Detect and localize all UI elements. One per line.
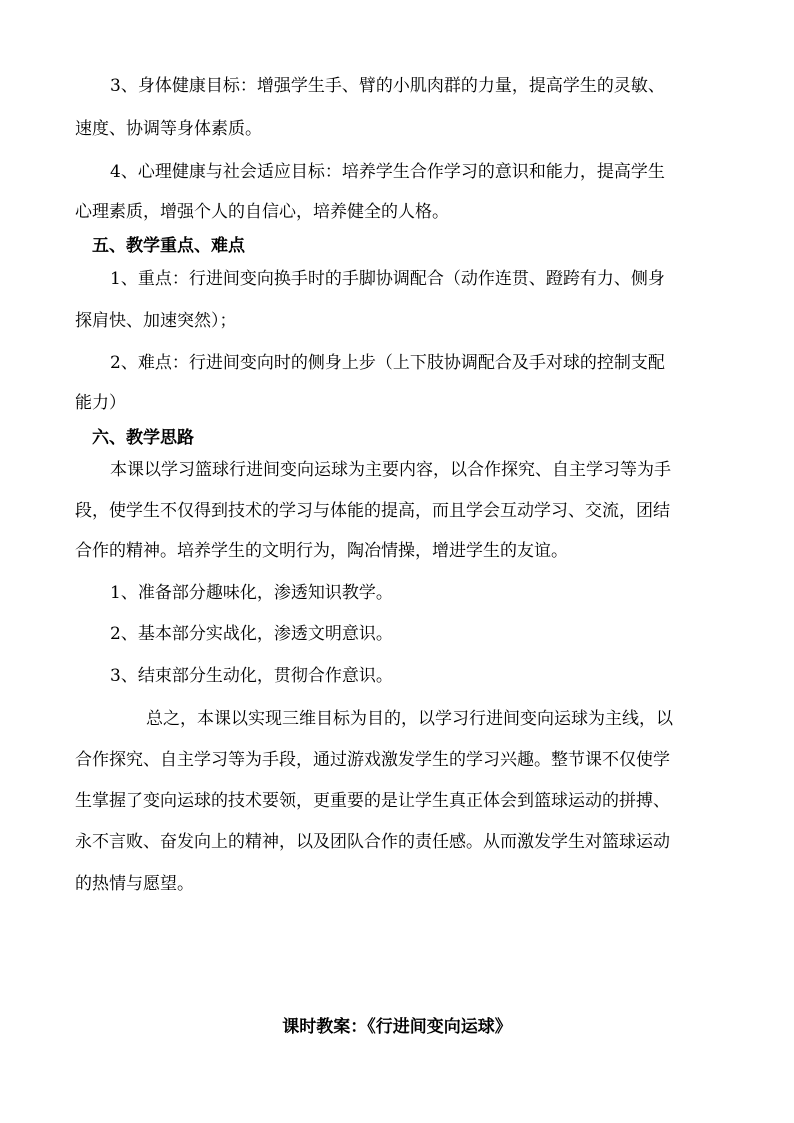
approach-item-3: 3、结束部分生动化，贯彻合作意识。	[110, 666, 393, 686]
approach-item-2: 2、基本部分实战化，渗透文明意识。	[110, 624, 393, 644]
key-point-line-2: 探肩快、加速突然）；	[75, 311, 237, 331]
summary-line-4: 永不言败、奋发向上的精神，以及团队合作的责任感。从而激发学生对篮球运动	[75, 832, 670, 852]
goal-mental-line-2: 心理素质，增强个人的自信心，培养健全的人格。	[75, 202, 449, 222]
summary-line-2: 合作探究、自主学习等为手段，通过游戏激发学生的学习兴趣。整节课不仅使学	[75, 750, 670, 770]
difficulty-line-1: 2、难点：行进间变向时的侧身上步（上下肢协调配合及手对球的控制支配	[110, 353, 665, 373]
goal-physical-line-2: 速度、协调等身体素质。	[75, 119, 262, 139]
approach-paragraph-line-2: 段，使学生不仅得到技术的学习与体能的提高，而且学会互动学习、交流，团结	[75, 501, 670, 521]
approach-item-1: 1、准备部分趣味化，渗透知识教学。	[110, 583, 393, 603]
summary-line-1: 总之，本课以实现三维目标为目的，以学习行进间变向运球为主线，以	[146, 709, 673, 729]
approach-paragraph-line-3: 合作的精神。培养学生的文明行为，陶冶情操，增进学生的友谊。	[75, 541, 568, 561]
key-point-line-1: 1、重点：行进间变向换手时的手脚协调配合（动作连贯、蹬跨有力、侧身	[110, 269, 665, 289]
approach-paragraph-line-1: 本课以学习篮球行进间变向运球为主要内容，以合作探究、自主学习等为手	[110, 460, 671, 480]
summary-line-3: 生掌握了变向运球的技术要领，更重要的是让学生真正体会到篮球运动的拼搏、	[75, 791, 670, 811]
goal-physical-line-1: 3、身体健康目标：增强学生手、臂的小肌肉群的力量，提高学生的灵敏、	[110, 76, 665, 96]
section-heading-key-points: 五、教学重点、难点	[92, 236, 245, 256]
section-heading-teaching-approach: 六、教学思路	[92, 428, 194, 448]
summary-line-5: 的热情与愿望。	[75, 874, 194, 894]
lesson-plan-title: 课时教案：《行进间变向运球》	[282, 1017, 512, 1037]
goal-mental-line-1: 4、心理健康与社会适应目标：培养学生合作学习的意识和能力，提高学生	[110, 162, 665, 182]
difficulty-line-2: 能力）	[75, 393, 126, 413]
